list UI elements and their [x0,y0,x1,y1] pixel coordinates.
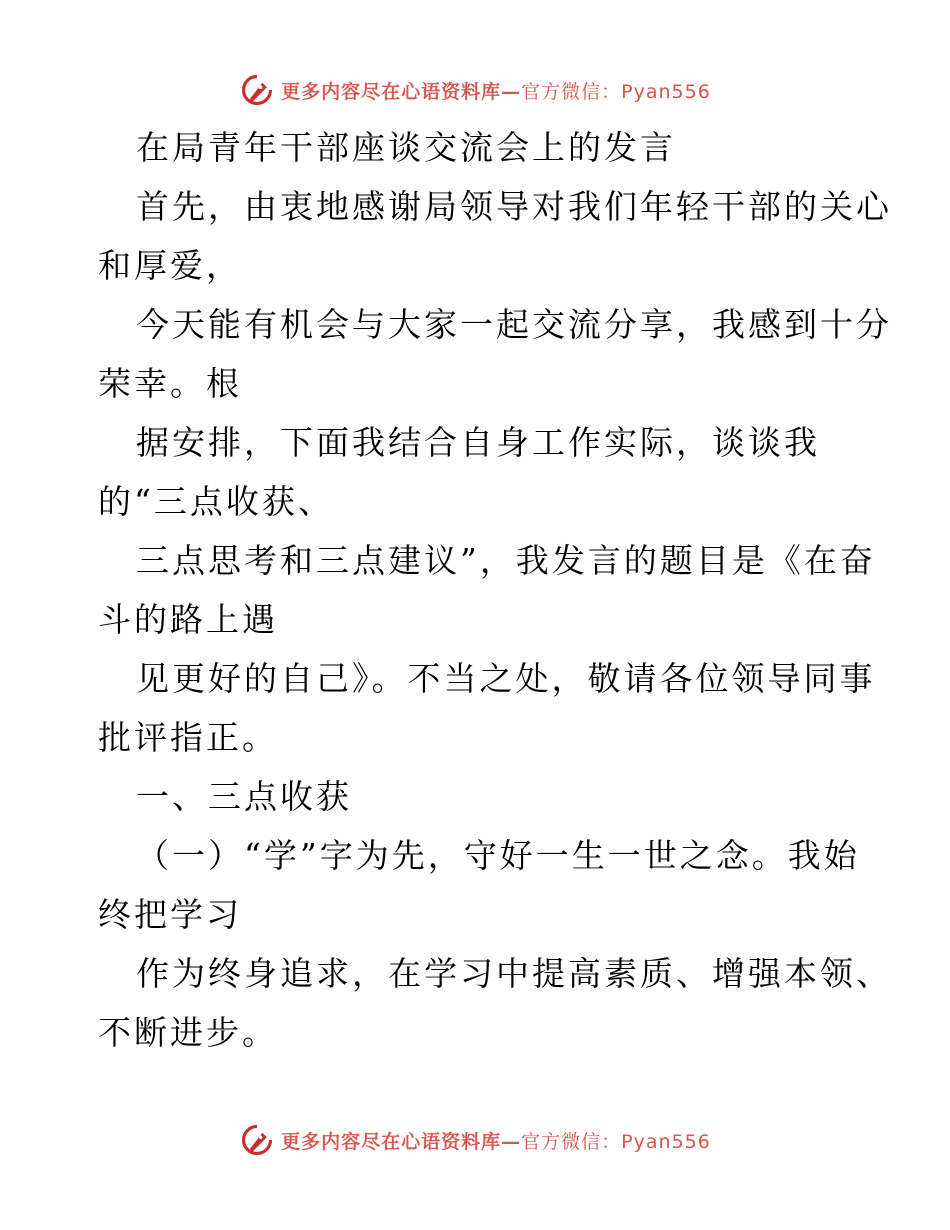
paragraph-line: 首先，由衷地感谢局领导对我们年轻干部的关心 [136,187,892,226]
brand-text: 更多内容尽在心语资料库— [281,80,522,103]
header-banner [0,70,950,110]
footer-banner [0,1120,950,1160]
paragraph-line: 据安排，下面我结合自身工作实际，谈谈我 [136,423,820,462]
wechat-text: 官方微信：Pyan556 [521,1130,711,1153]
paragraph-line: 终把学习 [98,895,242,934]
pen-nib-logo-icon [239,72,275,108]
wechat-text: 官方微信：Pyan556 [521,80,711,103]
brand-text: 更多内容尽在心语资料库— [281,1130,522,1153]
paragraph-line: 作为终身追求，在学习中提高素质、增强本领、 [136,954,892,993]
paragraph-line: 荣幸。根 [98,364,242,403]
paragraph-line: 斗的路上遇 [98,600,278,639]
document-body [98,118,892,1062]
paragraph-line: 今天能有机会与大家一起交流分享，我感到十分 [136,305,892,344]
section-heading: 一、三点收获 [136,777,352,816]
paragraph-line: 不断进步。 [98,1013,278,1052]
subsection-heading: （一）“学”字为先，守好一生一世之念。我始 [136,836,860,875]
paragraph-line: 见更好的自己》。不当之处，敬请各位领导同事 [136,659,876,698]
document-title: 在局青年干部座谈交流会上的发言 [136,128,676,167]
paragraph-line: 批评指正。 [98,718,278,757]
paragraph-line: 三点思考和三点建议”，我发言的题目是《在奋 [136,541,876,580]
paragraph-line: 的“三点收获、 [98,482,334,521]
pen-nib-logo-icon [239,1122,275,1158]
paragraph-line: 和厚爱， [98,246,242,285]
